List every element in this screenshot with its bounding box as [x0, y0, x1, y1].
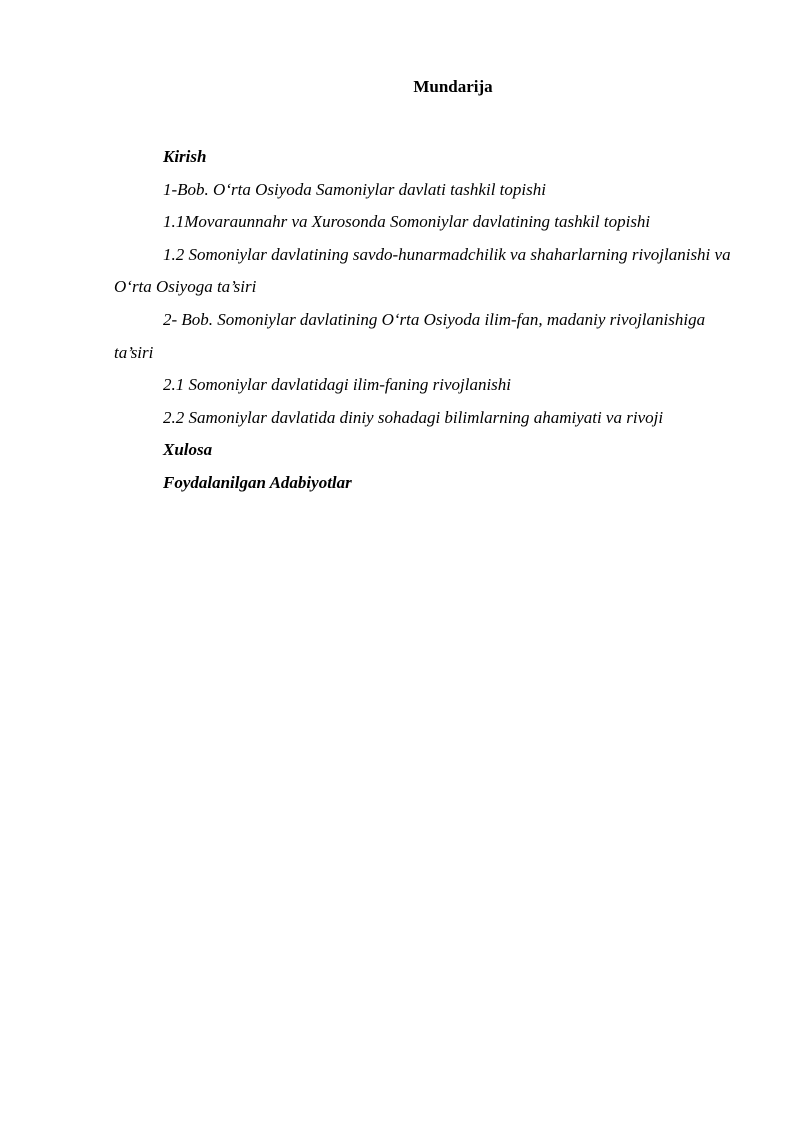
toc-entry-chapter-2: 2- Bob. Somoniylar davlatining O‘rta Osiyoda ilim-fan, madaniy rivojlanishiga ta’siri [114, 309, 706, 362]
toc-entry-section-2-1: 2.1 Somoniylar davlatidagi ilim-faning rivojlanishi [163, 375, 512, 395]
toc-entry-conclusion: Xulosa [163, 440, 213, 460]
toc-entry-section-2-2: 2.2 Samoniylar davlatida diniy sohadagi bilimlarning ahamiyati va rivoji [163, 407, 664, 427]
toc-entry-chapter-1: 1-Bob. O‘rta Osiyoda Samoniylar davlati tashkil topishi [163, 179, 546, 199]
document-title: Mundarija [413, 77, 493, 96]
table-of-contents [114, 141, 734, 500]
toc-entry-section-1-1: 1.1Movaraunnahr va Xurosonda Somoniylar davlatining tashkil topishi [163, 212, 651, 232]
toc-entry-bibliography: Foydalanilgan Adabiyotlar [163, 472, 352, 492]
toc-entry-introduction: Kirish [163, 147, 207, 166]
toc-entry-section-1-2: 1.2 Somoniylar davlatining savdo-hunarmadchilik va shaharlarning rivojlanishi va O‘rta Osiyoga ta’siri [114, 244, 731, 297]
